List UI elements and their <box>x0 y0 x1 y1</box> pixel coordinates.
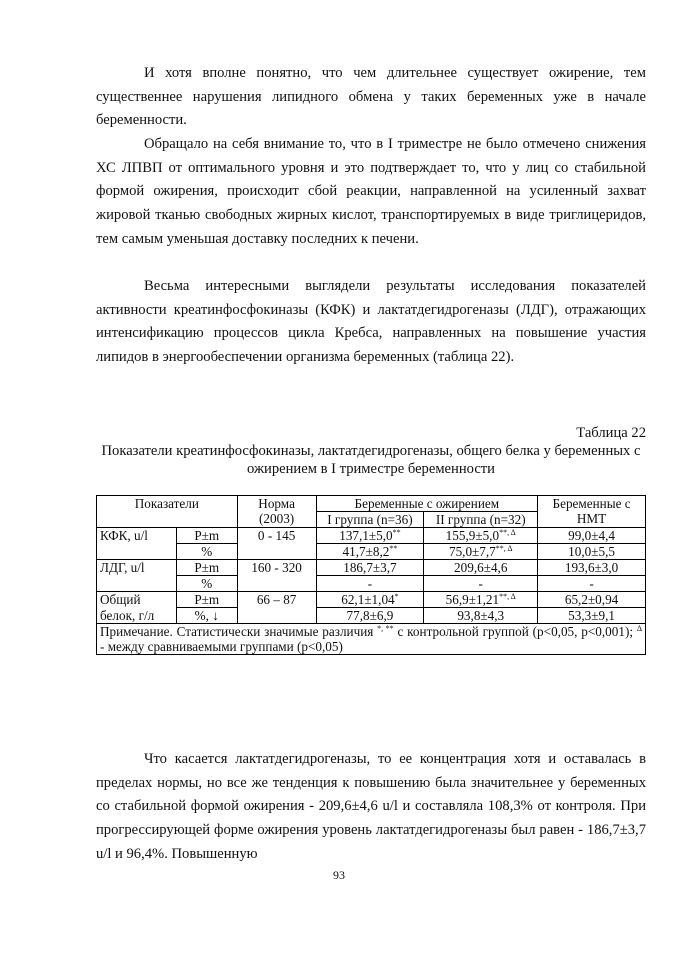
paragraph-2-text: Обращало на себя внимание то, что в I триместре не было отмечено снижения ХС ЛПВП от оптимального уровня и это подтверждает то, что у лиц со стабильной формой ожирения, происходит сбой реакции, направленной на усиленный захват жировой тканью свободных жирных кислот, транспортируемых в виде триглицеридов, тем самым уменьшая доставку последних к печени. <box>96 136 646 247</box>
row-name-protein-line2: белок, г/л <box>97 608 177 624</box>
row-stat-label: P±m <box>176 528 237 544</box>
cell-value <box>316 592 424 608</box>
significance-mark: ** <box>389 544 398 553</box>
paragraph-3-text: Весьма интересными выглядели результаты исследования показателей активности креатинфосфокиназы (КФК) и лактатдегидрогеназы (ЛДГ), отражающих интенсификацию процессов цикла Кребса, направленных на повышение участия липидов в энергообеспечении организма беременных (таблица 22). <box>96 278 646 366</box>
table-note-row <box>97 624 646 655</box>
paragraph-1-text: И хотя вполне понятно, что чем длительнее существует ожирение, тем существеннее нарушения липидного обмена у таких беременных уже в начале беременности. <box>96 65 646 129</box>
cell-value: 99,0±4,4 <box>538 528 646 544</box>
row-norm-ldg: 160 - 320 <box>237 560 316 592</box>
table-label: Таблица 22 <box>576 425 646 441</box>
row-norm-protein: 66 – 87 <box>237 592 316 624</box>
note-text: - между сравниваемыми группами (p<0,05) <box>100 639 343 654</box>
cell-value-text: 137,1±5,0 <box>339 528 393 543</box>
significance-mark: *, ** <box>377 624 394 633</box>
note-text: Примечание. Статистически значимые различия <box>100 624 378 639</box>
cell-value: 209,6±4,6 <box>424 560 538 576</box>
row-name-ldg: ЛДГ, u/l <box>97 560 177 592</box>
cell-value: 186,7±3,7 <box>316 560 424 576</box>
table-note <box>97 624 646 655</box>
cell-value-text: 56,9±1,21 <box>445 592 500 607</box>
table-row-kfk-percent <box>97 544 646 560</box>
table-row-ldg-mean <box>97 560 646 576</box>
header-norm: Норма (2003) <box>237 496 316 528</box>
cell-value: 53,3±9,1 <box>538 608 646 624</box>
header-nmt: Беременные с НМТ <box>538 496 646 528</box>
significance-mark: ** <box>392 528 401 537</box>
note-text: с контрольной группой (p<0,05, p<0,001); <box>393 624 637 639</box>
row-stat-label: % <box>176 576 237 592</box>
paragraph-1 <box>96 62 646 133</box>
table-row-protein-mean <box>97 592 646 608</box>
table-header-row <box>97 496 646 512</box>
significance-mark: **, Δ <box>495 544 513 553</box>
cell-value <box>424 528 538 544</box>
significance-mark: **, Δ <box>499 592 516 601</box>
row-stat-label: % <box>176 544 237 560</box>
row-stat-label: P±m <box>176 592 237 608</box>
cell-value: - <box>538 576 646 592</box>
significance-mark: * <box>394 592 399 601</box>
cell-value <box>424 544 538 560</box>
paragraph-2 <box>96 133 646 252</box>
cell-value-text: 41,7±8,2 <box>342 544 390 559</box>
cell-value: 93,8±4,3 <box>424 608 538 624</box>
cell-value-text: 62,1±1,04 <box>341 592 395 607</box>
cell-value-text: 155,9±5,0 <box>445 528 500 543</box>
header-obese: Беременные с ожирением <box>316 496 538 512</box>
significance-mark: **, Δ <box>499 528 516 537</box>
paragraph-4 <box>96 748 646 867</box>
cell-value: - <box>316 576 424 592</box>
row-stat-label: %, ↓ <box>176 608 237 624</box>
cell-value: 10,0±5,5 <box>538 544 646 560</box>
cell-value: 77,8±6,9 <box>316 608 424 624</box>
table-row-protein-percent <box>97 608 646 624</box>
paragraph-3 <box>96 275 646 370</box>
cell-value: 193,6±3,0 <box>538 560 646 576</box>
table-row-kfk-mean <box>97 528 646 544</box>
cell-value: - <box>424 576 538 592</box>
cell-value <box>316 544 424 560</box>
row-name-protein-line1: Общий <box>97 592 177 608</box>
cell-value-text: 75,0±7,7 <box>448 544 496 559</box>
cell-value: 65,2±0,94 <box>538 592 646 608</box>
header-indicators: Показатели <box>97 496 238 528</box>
table-row-ldg-percent <box>97 576 646 592</box>
header-group-1: I группа (n=36) <box>316 512 424 528</box>
significance-mark: Δ <box>636 624 642 633</box>
row-norm-kfk: 0 - 145 <box>237 528 316 560</box>
row-name-kfk: КФК, u/l <box>97 528 177 560</box>
cell-value <box>316 528 424 544</box>
cell-value <box>424 592 538 608</box>
page-number: 93 <box>333 868 345 882</box>
header-group-2: II группа (n=32) <box>424 512 538 528</box>
row-stat-label: P±m <box>176 560 237 576</box>
paragraph-4-text: Что касается лактатдегидрогеназы, то ее концентрация хотя и оставалась в пределах нормы, но все же тенденция к повышению была значительнее у беременных со стабильной формой ожирения - 209,6±4,6 u/l и составляла 108,3% от контроля. При прогрессирующей форме ожирения уровень лактатдегидрогеназы был равен - 186,7±3,7 u/l и 96,4%. Повышенную <box>96 751 646 862</box>
data-table <box>96 495 646 655</box>
table-title: Показатели креатинфосфокиназы, лактатдегидрогеназы, общего белка у беременных с ожирением в I триместре беременности <box>101 443 641 477</box>
